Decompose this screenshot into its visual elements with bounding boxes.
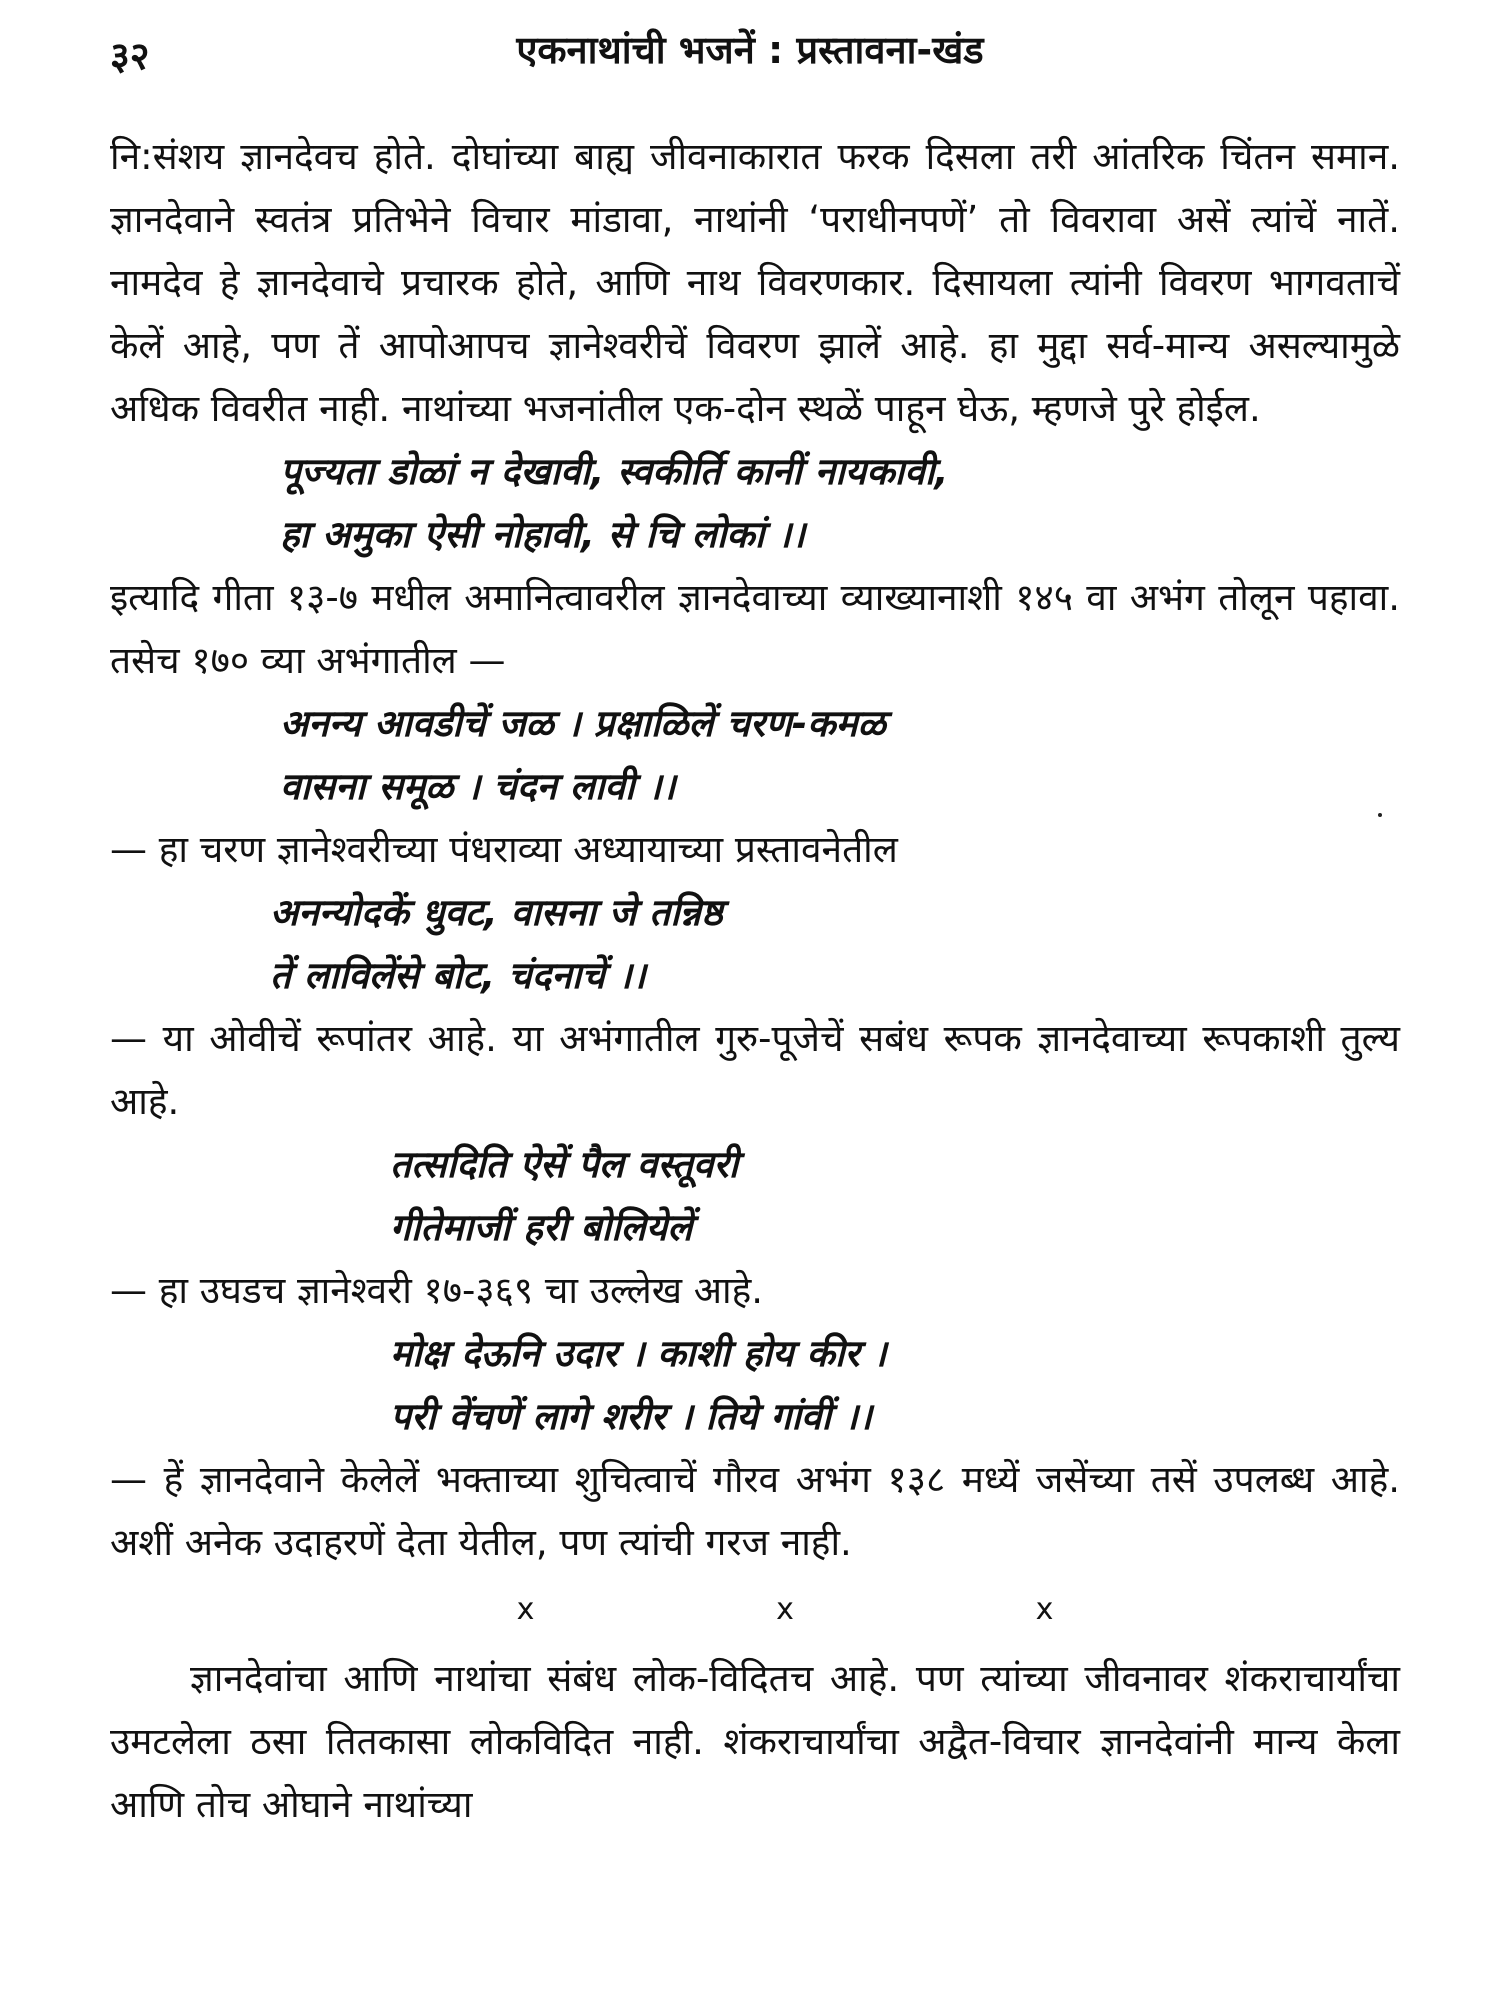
quote-line: मोक्ष देऊनि उदार । काशी होय कीर ।	[390, 1332, 887, 1375]
paragraph-6: — हें ज्ञानदेवाने केलेलें भक्ताच्या शुचित्वाचें गौरव अभंग १३८ मध्यें जसेंच्या तसें उपलब्ध आहे. अशीं अनेक उदाहरणें देता येतील, पण त्यांची गरज नाही.	[110, 1458, 1400, 1564]
paragraph-5: — हा उघडच ज्ञानेश्वरी १७-३६९ चा उल्लेख आहे.	[110, 1269, 764, 1312]
quote-4	[110, 1133, 1400, 1259]
quote-line: अनन्योदकें धुवट, वासना जे तन्निष्ठ	[270, 891, 723, 934]
page-header	[110, 28, 1390, 88]
scan-speck	[1378, 813, 1382, 817]
quote-line: परी वेंचणें लागे शरीर । तिये गांवीं ।।	[390, 1395, 872, 1438]
quote-3	[110, 881, 1400, 1007]
paragraph-1: नि:संशय ज्ञानदेवच होते. दोघांच्या बाह्य जीवनाकारात फरक दिसला तरी आंतरिक चिंतन समान. ज्ञानदेवाने स्वतंत्र प्रतिभेने विचार मांडावा, नाथांनी ‘पराधीनपणें’ तो विवरावा असें त्यांचें नातें. नामदेव हे ज्ञानदेवाचे प्रचारक होते, आणि नाथ विवरणकार. दिसायला त्यांनी विवरण भागवताचें केलें आहे, पण तें आपोआपच ज्ञानेश्वरीचें विवरण झालें आहे. हा मुद्दा सर्व-मान्य असल्यामुळे अधिक विवरीत नाही. नाथांच्या भजनांतील एक-दोन स्थळें पाहून घेऊ, म्हणजे पुरे होईल.	[110, 135, 1400, 430]
section-separator	[110, 1582, 1400, 1637]
quote-line: अनन्य आवडीचें जळ । प्रक्षाळिलें चरण-कमळ	[280, 702, 886, 745]
body-text	[110, 125, 1400, 1836]
separator-mark: x	[776, 1592, 794, 1627]
paragraph-4: — या ओवीचें रूपांतर आहे. या अभंगातील गुरु-पूजेचें सबंध रूपक ज्ञानदेवाच्या रूपकाशी तुल्य आहे.	[110, 1017, 1400, 1123]
quote-2	[110, 692, 1400, 818]
quote-line: हा अमुका ऐसी नोहावी, से चि लोकां ।।	[280, 513, 806, 556]
paragraph-3: — हा चरण ज्ञानेश्वरीच्या पंधराव्या अध्यायाच्या प्रस्तावनेतील	[110, 828, 898, 871]
quote-line: तत्सदिति ऐसें पैल वस्तूवरी	[390, 1143, 739, 1186]
quote-line: पूज्यता डोळां न देखावी, स्वकीर्ति कानीं नायकावी,	[280, 450, 949, 493]
separator-mark: x	[1035, 1592, 1054, 1627]
quote-5	[110, 1322, 1400, 1448]
quote-line: वासना समूळ । चंदन लावी ।।	[280, 765, 676, 808]
page-title: एकनाथांची भजनें : प्रस्तावना-खंड	[516, 28, 984, 72]
quote-1	[110, 440, 1400, 566]
quote-line: गीतेमाजीं हरी बोलियेलें	[390, 1206, 693, 1249]
page-number: ३२	[110, 34, 150, 78]
separator-mark: x	[516, 1592, 535, 1627]
paragraph-2: इत्यादि गीता १३-७ मधील अमानित्वावरील ज्ञानदेवाच्या व्याख्यानाशी १४५ वा अभंग तोलून पहावा. तसेच १७० व्या अभंगातील —	[110, 576, 1400, 682]
quote-line: तें लाविलेंसे बोट, चंदनाचें ।।	[270, 954, 646, 997]
paragraph-7: ज्ञानदेवांचा आणि नाथांचा संबंध लोक-विदितच आहे. पण त्यांच्या जीवनावर शंकराचार्यांचा उमटलेला ठसा तितकासा लोकविदित नाही. शंकराचार्यांचा अद्वैत-विचार ज्ञानदेवांनी मान्य केला आणि तोच ओघाने नाथांच्या	[110, 1657, 1400, 1826]
